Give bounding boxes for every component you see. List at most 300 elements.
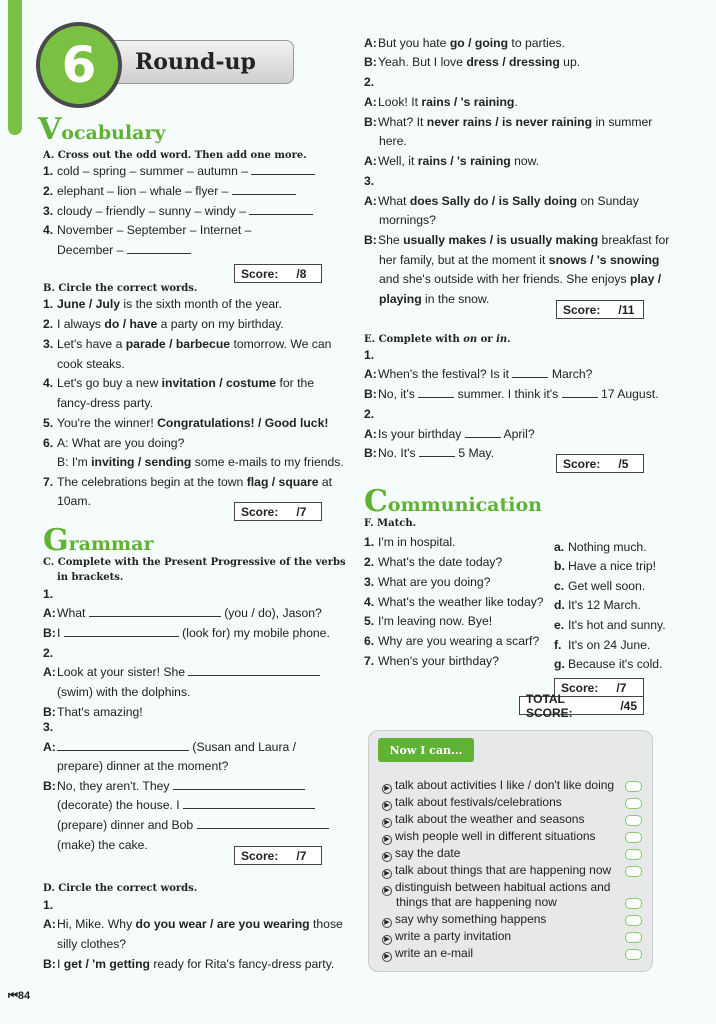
checkbox[interactable] — [625, 932, 642, 943]
instruction-text: E. Complete with — [364, 334, 464, 345]
score-box-d — [556, 300, 644, 319]
exercise-d-line — [43, 917, 343, 932]
score-total: /7 — [296, 848, 307, 863]
item-number: 3. — [43, 204, 54, 218]
item-text: The celebrations begin at the town — [57, 475, 247, 489]
item-number: 3. — [364, 575, 375, 589]
score-label: Score: — [241, 848, 279, 863]
item-text: B: I'm — [57, 455, 92, 469]
item-text: It's hot and sunny. — [568, 618, 666, 632]
exercise-c-line — [43, 606, 322, 621]
match-left-item — [364, 614, 492, 629]
item-text: 10am. — [57, 494, 91, 508]
now-i-can-item — [382, 880, 610, 896]
now-i-can-item — [382, 863, 611, 879]
item-text: Nothing much. — [568, 540, 647, 554]
item-number: 1. — [43, 297, 54, 311]
word-choice[interactable]: do / have — [104, 317, 158, 331]
item-text: (swim) with the dolphins. — [57, 685, 191, 699]
item-text: (you / do), Jason? — [224, 606, 322, 620]
checkbox[interactable] — [625, 832, 642, 843]
exercise-c-line — [43, 646, 53, 661]
item-text: say the date — [395, 846, 461, 860]
exercise-b-line — [57, 357, 125, 372]
item-text: elephant – lion – whale – flyer – — [57, 184, 229, 198]
item-text: talk about the weather and seasons — [395, 812, 585, 826]
exercise-d-line — [379, 272, 661, 287]
word-choice[interactable]: parade / barbecue — [125, 337, 231, 351]
word-choice[interactable]: snows / 's snowing — [548, 253, 660, 267]
answer-blank[interactable] — [512, 367, 548, 378]
checkbox[interactable] — [625, 915, 642, 926]
item-text: now. — [510, 154, 540, 168]
score-box-a — [234, 264, 322, 283]
exercise-d-line — [379, 213, 436, 228]
checkbox[interactable] — [625, 815, 642, 826]
item-text: Get well soon. — [568, 579, 646, 593]
speaker-label: A: — [43, 740, 56, 754]
item-text: December – — [57, 243, 124, 257]
item-text: (decorate) the house. I — [57, 798, 180, 812]
score-label: Score: — [561, 680, 599, 695]
item-text: to parties. — [508, 36, 565, 50]
item-text: When's the festival? Is it — [378, 367, 510, 381]
item-text: That's amazing! — [57, 705, 143, 719]
item-number: 2. — [364, 75, 375, 89]
item-text: some e-mails to my friends. — [191, 455, 344, 469]
speaker-label: A: — [364, 367, 377, 381]
item-number: 1. — [364, 348, 375, 362]
unit-number-badge — [36, 22, 122, 108]
item-number: 5. — [43, 416, 54, 430]
item-number: 2. — [43, 646, 54, 660]
exercise-d-line — [364, 36, 565, 51]
speaker-label: A: — [364, 154, 377, 168]
exercise-e-line — [364, 348, 374, 363]
item-text: Hi, Mike. Why — [57, 917, 136, 931]
arrow-icon: ▶ — [382, 835, 392, 845]
arrow-icon: ▶ — [382, 801, 392, 811]
match-left-item — [364, 535, 456, 550]
item-text: here. — [379, 134, 407, 148]
exercise-a-item — [43, 164, 315, 179]
now-i-can-item — [382, 795, 562, 811]
word-choice[interactable]: Congratulations! / Good luck! — [157, 416, 329, 430]
score-total: /5 — [618, 456, 629, 471]
arrow-icon: ▶ — [382, 869, 392, 879]
item-text: and she's outside with her friends. She enjoys — [379, 272, 630, 286]
exercise-b-line — [43, 337, 331, 352]
item-text: talk about things that are happening now — [395, 863, 612, 877]
answer-blank[interactable] — [127, 243, 191, 254]
exercise-f-instruction: F. Match. — [364, 518, 417, 529]
item-text: say why something happens — [395, 912, 547, 926]
item-text: talk about festivals/celebrations — [395, 795, 562, 809]
grammar-heading — [43, 523, 153, 558]
item-text: What's the weather like today? — [378, 595, 544, 609]
exercise-a-item — [43, 204, 313, 219]
match-right-item — [554, 540, 647, 555]
item-text: What — [378, 194, 410, 208]
item-text: for the — [276, 376, 315, 390]
exercise-a-instruction: A. Cross out the odd word. Then add one more. — [43, 150, 307, 161]
item-text: write a party invitation — [395, 929, 512, 943]
green-paint-drip — [8, 0, 22, 135]
answer-blank[interactable] — [232, 184, 296, 195]
now-i-can-item — [382, 829, 596, 845]
exercise-d-line — [379, 253, 659, 268]
page-number-text: 84 — [17, 990, 31, 1002]
exercise-c-line — [43, 626, 330, 641]
item-number: 7. — [364, 654, 375, 668]
exercise-c-line — [57, 759, 228, 774]
exercise-d-line — [364, 233, 669, 248]
item-number: 3. — [43, 720, 54, 734]
exercise-a-item — [43, 184, 296, 199]
exercise-c-line — [43, 720, 53, 735]
answer-blank[interactable] — [249, 204, 313, 215]
exercise-c-line — [43, 665, 320, 680]
item-text: What — [57, 606, 86, 620]
item-number: 2. — [43, 184, 54, 198]
item-text: No, they aren't. They — [57, 779, 170, 793]
match-left-item — [364, 634, 539, 649]
word-choice[interactable]: play / — [629, 272, 662, 286]
exercise-d-line — [364, 154, 539, 169]
answer-blank[interactable] — [197, 818, 329, 829]
word-choice[interactable]: never rains / is never raining — [426, 115, 593, 129]
word-choice[interactable]: playing — [379, 292, 422, 306]
item-text: 5 May. — [458, 446, 494, 460]
item-text: Look at your sister! She — [57, 665, 186, 679]
word-choice[interactable]: get / 'm getting — [63, 957, 150, 971]
item-letter: f. — [554, 638, 562, 652]
item-text: (make) the cake. — [57, 838, 148, 852]
answer-blank[interactable] — [57, 740, 189, 751]
item-text: up. — [559, 55, 581, 69]
exercise-e-line — [364, 367, 592, 382]
item-text: What? It — [378, 115, 427, 129]
speaker-label: B: — [43, 705, 56, 719]
item-text: I'm in hospital. — [378, 535, 456, 549]
item-text: (Susan and Laura / — [192, 740, 297, 754]
item-letter: a. — [554, 540, 565, 554]
score-label: Score: — [241, 266, 279, 281]
speaker-label: B: — [364, 387, 377, 401]
now-i-can-item — [382, 812, 584, 828]
word-choice[interactable]: usually makes / is usually making — [403, 233, 599, 247]
exercise-e-instruction — [364, 334, 511, 345]
item-text: No. It's — [378, 446, 416, 460]
item-text: Why are you wearing a scarf? — [378, 634, 540, 648]
word-choice[interactable]: rains / 's raining — [417, 154, 511, 168]
item-text: When's your birthday? — [378, 654, 499, 668]
now-i-can-item — [382, 946, 473, 962]
instruction-text: or — [477, 334, 497, 345]
exercise-d-line — [379, 134, 407, 149]
speaker-label: B: — [364, 233, 377, 247]
instruction-word: on — [463, 334, 478, 345]
exercise-d-line — [364, 194, 639, 209]
item-text: November – September – Internet – — [57, 223, 252, 237]
match-right-item — [554, 559, 656, 574]
checkbox[interactable] — [625, 781, 642, 792]
exercise-b-line — [43, 416, 328, 431]
item-number: 4. — [43, 376, 54, 390]
heading-initial: G — [43, 523, 69, 558]
answer-blank[interactable] — [183, 798, 315, 809]
exercise-c-line — [43, 587, 53, 602]
answer-blank[interactable] — [89, 606, 221, 617]
checkbox[interactable] — [625, 849, 642, 860]
match-right-item — [554, 618, 666, 633]
item-text: cold – spring – summer – autumn – — [57, 164, 249, 178]
item-number: 5. — [364, 614, 375, 628]
item-text: (prepare) dinner and Bob — [57, 818, 194, 832]
speaker-label: A: — [43, 606, 56, 620]
score-total: /7 — [296, 504, 307, 519]
speaker-label: A: — [364, 95, 377, 109]
item-number: 4. — [364, 595, 375, 609]
answer-blank[interactable] — [418, 387, 454, 398]
heading-rest: rammar — [68, 533, 154, 555]
speaker-label: B: — [43, 779, 56, 793]
item-text: silly clothes? — [57, 937, 127, 951]
score-label: Score: — [563, 302, 601, 317]
match-left-item — [364, 555, 502, 570]
instruction-word: in — [496, 334, 508, 345]
item-text: No, it's — [378, 387, 415, 401]
item-text: talk about activities I like / don't like doing — [395, 778, 615, 792]
communication-heading — [364, 484, 542, 519]
word-choice[interactable]: dress / dressing — [466, 55, 560, 69]
exercise-c-line — [57, 685, 190, 700]
item-number: 2. — [364, 407, 375, 421]
word-choice[interactable]: inviting / sending — [91, 455, 192, 469]
match-right-item — [554, 579, 645, 594]
match-left-item — [364, 654, 499, 669]
item-letter: b. — [554, 559, 565, 573]
item-text: March? — [551, 367, 593, 381]
now-i-can-item — [382, 912, 546, 928]
item-text: What's the date today? — [378, 555, 503, 569]
now-i-can-title: Now I can... — [378, 738, 474, 762]
speaker-label: A: — [364, 36, 377, 50]
exercise-c-line — [43, 740, 296, 755]
exercise-d-line — [43, 898, 53, 913]
item-text: breakfast for — [598, 233, 670, 247]
total-score-box — [519, 691, 644, 720]
item-text: Well, it — [378, 154, 418, 168]
exercise-b-line — [43, 475, 332, 490]
score-box-b — [234, 502, 322, 521]
now-i-can-item-continued — [396, 895, 557, 910]
item-text: I — [57, 626, 61, 640]
score-total: /11 — [618, 302, 635, 317]
instruction-text: . — [507, 334, 511, 345]
item-text: Look! It — [378, 95, 422, 109]
item-number: 2. — [364, 555, 375, 569]
answer-blank[interactable] — [562, 387, 598, 398]
item-text: her family, but at the moment it — [379, 253, 549, 267]
word-choice[interactable]: do you wear / are you wearing — [135, 917, 310, 931]
arrow-icon: ▶ — [382, 818, 392, 828]
word-choice[interactable]: flag / square — [246, 475, 319, 489]
score-label: Score: — [241, 504, 279, 519]
item-text: those — [309, 917, 343, 931]
speaker-label: B: — [43, 957, 56, 971]
speaker-label: B: — [364, 446, 377, 460]
vocabulary-heading — [38, 112, 166, 147]
exercise-b-instruction: B. Circle the correct words. — [43, 283, 198, 294]
item-letter: c. — [554, 579, 565, 593]
speaker-label: B: — [364, 55, 377, 69]
word-choice[interactable]: does Sally do / is Sally doing — [409, 194, 578, 208]
item-number: 6. — [364, 634, 375, 648]
checkbox[interactable] — [625, 949, 642, 960]
item-text: cook steaks. — [57, 357, 125, 371]
item-letter: g. — [554, 657, 565, 671]
item-number: 1. — [364, 535, 375, 549]
match-left-item — [364, 595, 544, 610]
answer-blank[interactable] — [419, 446, 455, 457]
score-label: Score: — [563, 456, 601, 471]
item-text: things that are happening now — [396, 895, 557, 909]
item-text: Let's go buy a new — [57, 376, 162, 390]
item-text: April? — [503, 427, 535, 441]
checkbox[interactable] — [625, 798, 642, 809]
match-left-item — [364, 575, 490, 590]
item-text: at — [318, 475, 333, 489]
exercise-e-line — [364, 446, 494, 461]
item-number: 7. — [43, 475, 54, 489]
item-number: 2. — [43, 317, 54, 331]
item-text: tomorrow. We can — [230, 337, 332, 351]
exercise-c-line — [57, 818, 329, 833]
unit-number: 6 — [61, 36, 97, 94]
exercise-c-instruction: in brackets. — [57, 572, 124, 583]
exercise-b-line — [57, 455, 344, 470]
exercise-d-line — [364, 95, 518, 110]
exercise-b-line — [43, 297, 282, 312]
answer-blank[interactable] — [64, 626, 179, 637]
now-i-can-item — [382, 929, 511, 945]
speaker-label: A: — [43, 917, 56, 931]
exercise-b-line — [57, 396, 153, 411]
exercise-b-line — [57, 494, 91, 509]
answer-blank[interactable] — [188, 665, 320, 676]
exercise-d-line — [57, 937, 126, 952]
item-number: 1. — [43, 164, 54, 178]
word-choice[interactable]: June / July — [57, 297, 120, 311]
speaker-label: A: — [43, 665, 56, 679]
match-right-item — [554, 638, 650, 653]
exercise-e-line — [364, 427, 535, 442]
item-text: summer. I think it's — [457, 387, 559, 401]
item-text: Have a nice trip! — [568, 559, 657, 573]
now-i-can-item — [382, 778, 614, 794]
exercise-e-line — [364, 387, 659, 402]
exercise-c-line — [57, 838, 148, 853]
checkbox[interactable] — [625, 898, 642, 909]
arrow-icon: ▶ — [382, 784, 392, 794]
item-text: Yeah. But I love — [378, 55, 467, 69]
item-text: But you hate — [378, 36, 450, 50]
match-right-item — [554, 598, 641, 613]
item-text: (look for) my mobile phone. — [182, 626, 330, 640]
exercise-c-line — [43, 705, 143, 720]
item-number: 6. — [43, 436, 54, 450]
item-text: cloudy – friendly – sunny – windy – — [57, 204, 247, 218]
exercise-a-item — [43, 243, 191, 258]
item-text: I — [57, 957, 64, 971]
item-text: What are you doing? — [378, 575, 491, 589]
arrow-icon: ▶ — [382, 886, 392, 896]
exercise-d-line — [43, 957, 334, 972]
exercise-d-line — [379, 292, 489, 307]
item-number: 3. — [43, 337, 54, 351]
unit-title: Round-up — [135, 49, 256, 75]
item-text: wish people well in different situations — [395, 829, 596, 843]
item-text: on Sunday — [577, 194, 639, 208]
item-text: She — [378, 233, 404, 247]
heading-rest: ommunication — [387, 494, 542, 516]
item-text: 17 August. — [600, 387, 659, 401]
item-text: It's 12 March. — [568, 598, 641, 612]
arrow-icon: ▶ — [382, 952, 392, 962]
answer-blank[interactable] — [251, 164, 315, 175]
heading-initial: C — [364, 484, 388, 519]
now-i-can-item — [382, 846, 460, 862]
word-choice[interactable]: go / going — [449, 36, 509, 50]
heading-rest: ocabulary — [61, 122, 166, 144]
page-number — [8, 990, 30, 1003]
answer-blank[interactable] — [173, 779, 305, 790]
exercise-b-line — [43, 317, 284, 332]
arrow-icon: ▶ — [382, 852, 392, 862]
exercise-c-instruction: C. Complete with the Present Progressive of the verbs — [43, 557, 346, 568]
item-text: You're the winner! — [57, 416, 158, 430]
item-text: is the sixth month of the year. — [120, 297, 282, 311]
exercise-c-line — [57, 798, 315, 813]
exercise-c-line — [43, 779, 305, 794]
item-text: . — [514, 95, 518, 109]
speaker-label: A: — [364, 194, 377, 208]
item-text: prepare) dinner at the moment? — [57, 759, 229, 773]
item-text: in summer — [592, 115, 653, 129]
match-right-item — [554, 657, 662, 672]
exercise-d-line — [364, 55, 580, 70]
item-text: Let's have a — [57, 337, 126, 351]
item-text: a party on my birthday. — [157, 317, 284, 331]
item-text: mornings? — [379, 213, 436, 227]
rewind-icon: ⏮ — [8, 990, 18, 1002]
word-choice[interactable]: invitation / costume — [161, 376, 277, 390]
exercise-a-item — [43, 223, 251, 238]
item-text: ready for Rita's fancy-dress party. — [149, 957, 335, 971]
exercise-b-line — [43, 376, 314, 391]
item-letter: e. — [554, 618, 565, 632]
word-choice[interactable]: rains / 's raining — [421, 95, 515, 109]
exercise-e-line — [364, 407, 374, 422]
score-total: /7 — [616, 680, 627, 695]
score-total: /8 — [296, 266, 307, 281]
item-text: A: What are you doing? — [57, 436, 185, 450]
exercise-d-line — [364, 174, 374, 189]
item-text: in the snow. — [421, 292, 490, 306]
answer-blank[interactable] — [465, 427, 501, 438]
checkbox[interactable] — [625, 866, 642, 877]
